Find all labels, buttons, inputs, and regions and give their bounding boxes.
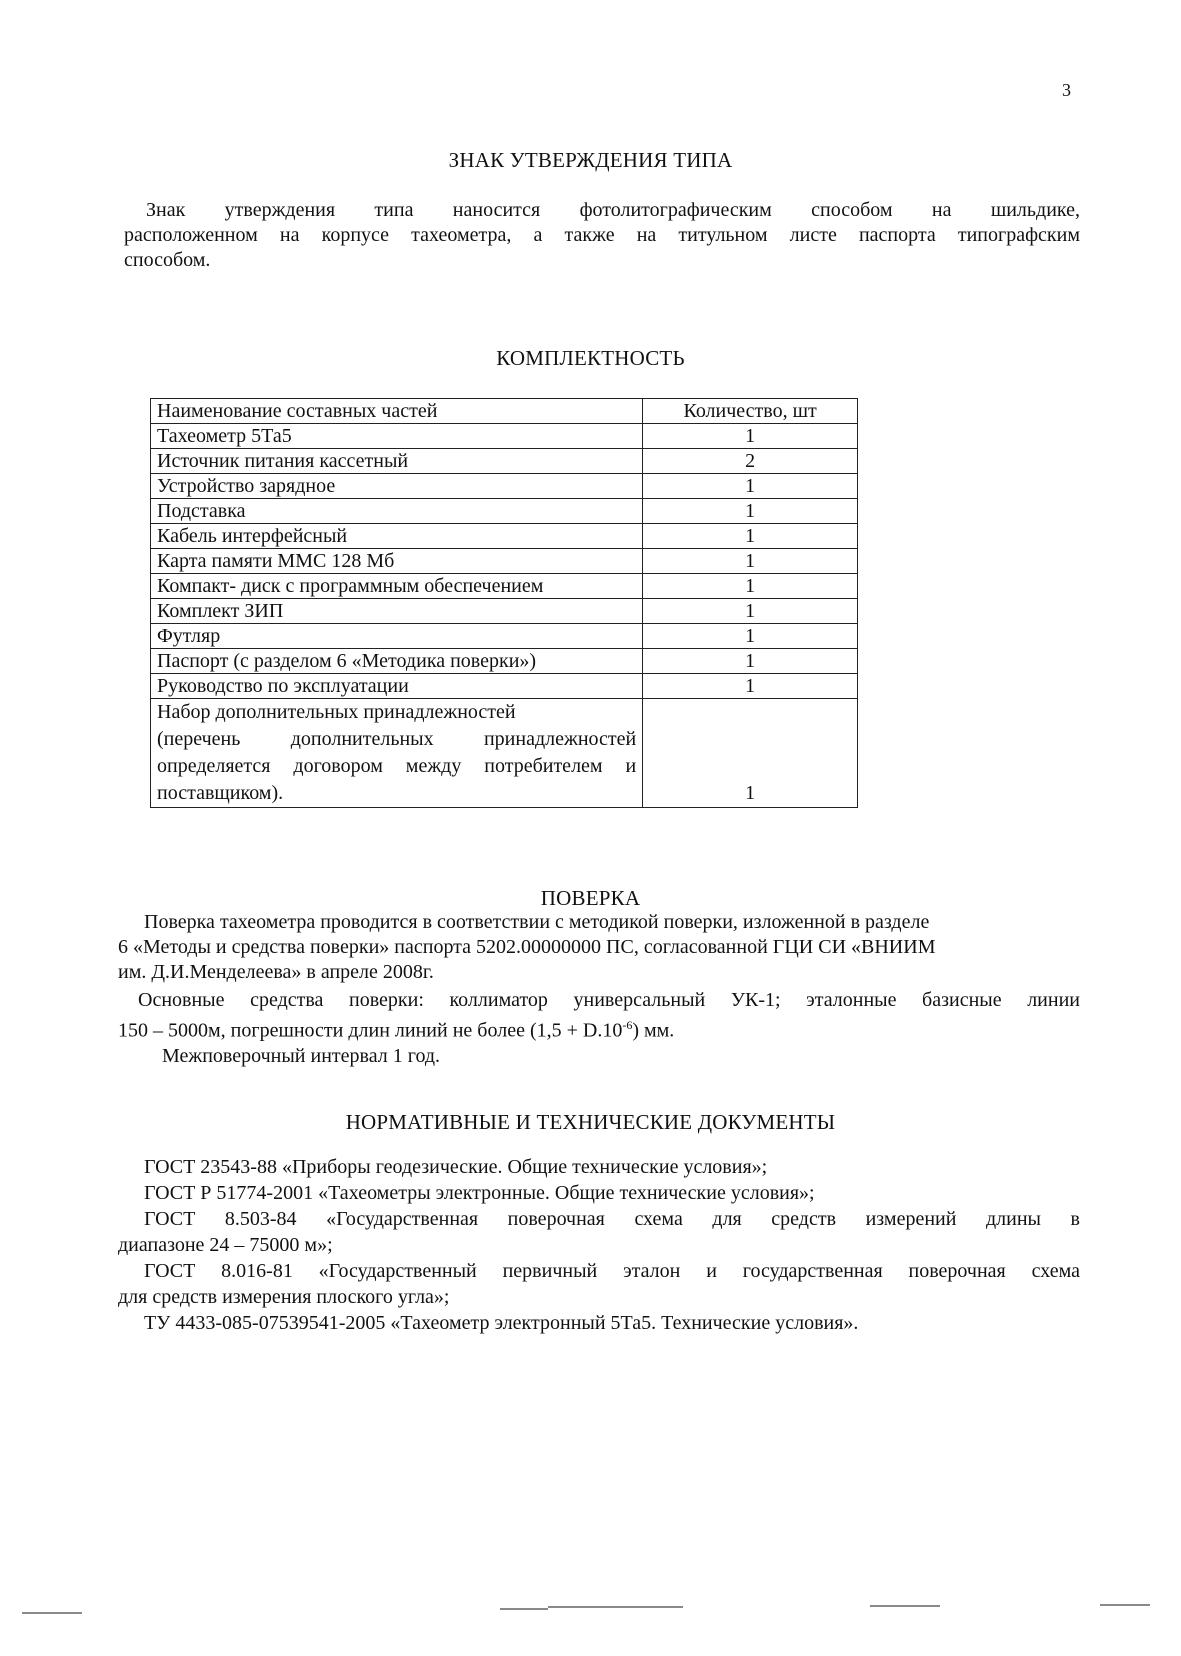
header-qty: Количество, шт xyxy=(643,399,858,424)
document-item: ГОСТ 8.503-84 «Государственная поверочная схема для средств измерений длины в xyxy=(144,1208,1080,1230)
header-name: Наименование составных частей xyxy=(151,399,643,424)
heading-type-approval: ЗНАК УТВЕРЖДЕНИЯ ТИПА xyxy=(448,148,733,172)
document-item-continuation: для средств измерения плоского угла»; xyxy=(118,1286,450,1308)
text-line: определяется договором между потребителем и xyxy=(157,755,637,777)
type-approval-paragraph xyxy=(124,198,1080,273)
heading-completeness: КОМПЛЕКТНОСТЬ xyxy=(496,346,685,370)
text-fragment: ) мм. xyxy=(632,1019,675,1042)
table-row xyxy=(151,524,858,549)
scan-line xyxy=(22,1612,82,1614)
scan-artifacts xyxy=(0,1604,1181,1614)
table-row xyxy=(151,449,858,474)
cell-name: Устройство зарядное xyxy=(151,474,643,499)
scan-line xyxy=(1100,1604,1150,1606)
document-item-continuation: диапазоне 24 – 75000 м»; xyxy=(118,1234,333,1256)
cell-qty: 1 xyxy=(643,699,858,808)
cell-name: Карта памяти ММС 128 Мб xyxy=(151,549,643,574)
text-line: Межповерочный интервал 1 год. xyxy=(162,1044,441,1067)
verification-paragraph xyxy=(118,910,1080,1069)
cell-qty: 1 xyxy=(643,649,858,674)
heading-verification: ПОВЕРКА xyxy=(540,886,641,910)
cell-qty: 1 xyxy=(643,549,858,574)
scan-line xyxy=(870,1605,940,1607)
table-row xyxy=(151,699,858,808)
text-line: поставщиком). xyxy=(157,782,284,804)
document-item: ГОСТ 23543-88 «Приборы геодезические. Общие технические условия»; xyxy=(144,1156,768,1178)
table-row xyxy=(151,549,858,574)
page-number: 3 xyxy=(1062,80,1071,100)
text-line: Поверка тахеометра проводится в соответствии с методикой поверки, изложенной в разделе xyxy=(144,911,930,933)
cell-name-multiline xyxy=(151,699,643,808)
cell-name: Паспорт (с разделом 6 «Методика поверки») xyxy=(151,649,643,674)
text-line: Знак утверждения типа наносится фотолитографическим способом на шильдике, xyxy=(146,199,1080,221)
cell-name: Тахеометр 5Та5 xyxy=(151,424,643,449)
table-row xyxy=(151,574,858,599)
document-item: ГОСТ 8.016-81 «Государственный первичный эталон и государственная поверочная схема xyxy=(144,1260,1080,1282)
text-line: Набор дополнительных принадлежностей xyxy=(157,701,516,723)
table-row xyxy=(151,599,858,624)
cell-qty: 1 xyxy=(643,599,858,624)
document-item: ГОСТ Р 51774-2001 «Тахеометры электронные. Общие технические условия»; xyxy=(144,1182,815,1204)
cell-name: Кабель интерфейсный xyxy=(151,524,643,549)
cell-qty: 1 xyxy=(643,474,858,499)
cell-name: Футляр xyxy=(151,624,643,649)
text-line: расположенном на корпусе тахеометра, а также на титульном листе паспорта типографским xyxy=(124,224,1080,246)
text-line: Основные средства поверки: коллиматор универсальный УК-1; эталонные базисные линии xyxy=(138,989,1080,1011)
table-row xyxy=(151,424,858,449)
cell-qty: 1 xyxy=(643,624,858,649)
cell-name: Комплект ЗИП xyxy=(151,599,643,624)
scan-line xyxy=(500,1608,548,1610)
text-fragment: 150 – 5000м, погрешности длин линий не более (1,5 + D.10 xyxy=(118,1019,623,1042)
cell-name: Компакт- диск с программным обеспечением xyxy=(151,574,643,599)
cell-qty: 1 xyxy=(643,574,858,599)
text-line: способом. xyxy=(124,249,211,271)
cell-name: Руководство по эксплуатации xyxy=(151,674,643,699)
table-row xyxy=(151,674,858,699)
scan-line xyxy=(548,1606,683,1608)
cell-name: Подставка xyxy=(151,499,643,524)
cell-qty: 1 xyxy=(643,424,858,449)
cell-name: Источник питания кассетный xyxy=(151,449,643,474)
table-row xyxy=(151,474,858,499)
document-item: ТУ 4433-085-07539541-2005 «Тахеометр электронный 5Та5. Технические условия». xyxy=(144,1312,859,1334)
text-line: 6 «Методы и средства поверки» паспорта 5202.00000000 ПС, согласованной ГЦИ СИ «ВНИИМ xyxy=(118,936,936,958)
superscript: -6 xyxy=(622,1018,633,1032)
table-header-row xyxy=(151,399,858,424)
cell-qty: 1 xyxy=(643,674,858,699)
completeness-table xyxy=(150,398,858,808)
table-row xyxy=(151,649,858,674)
documents-list xyxy=(118,1154,1080,1336)
text-line: им. Д.И.Менделеева» в апреле 2008г. xyxy=(118,961,434,983)
cell-qty: 1 xyxy=(643,524,858,549)
table-row xyxy=(151,499,858,524)
cell-qty: 1 xyxy=(643,499,858,524)
table-row xyxy=(151,624,858,649)
heading-documents: НОРМАТИВНЫЕ И ТЕХНИЧЕСКИЕ ДОКУМЕНТЫ xyxy=(345,1110,836,1134)
text-line xyxy=(118,1013,1080,1044)
text-line: (перечень дополнительных принадлежностей xyxy=(157,728,637,750)
cell-qty: 2 xyxy=(643,449,858,474)
